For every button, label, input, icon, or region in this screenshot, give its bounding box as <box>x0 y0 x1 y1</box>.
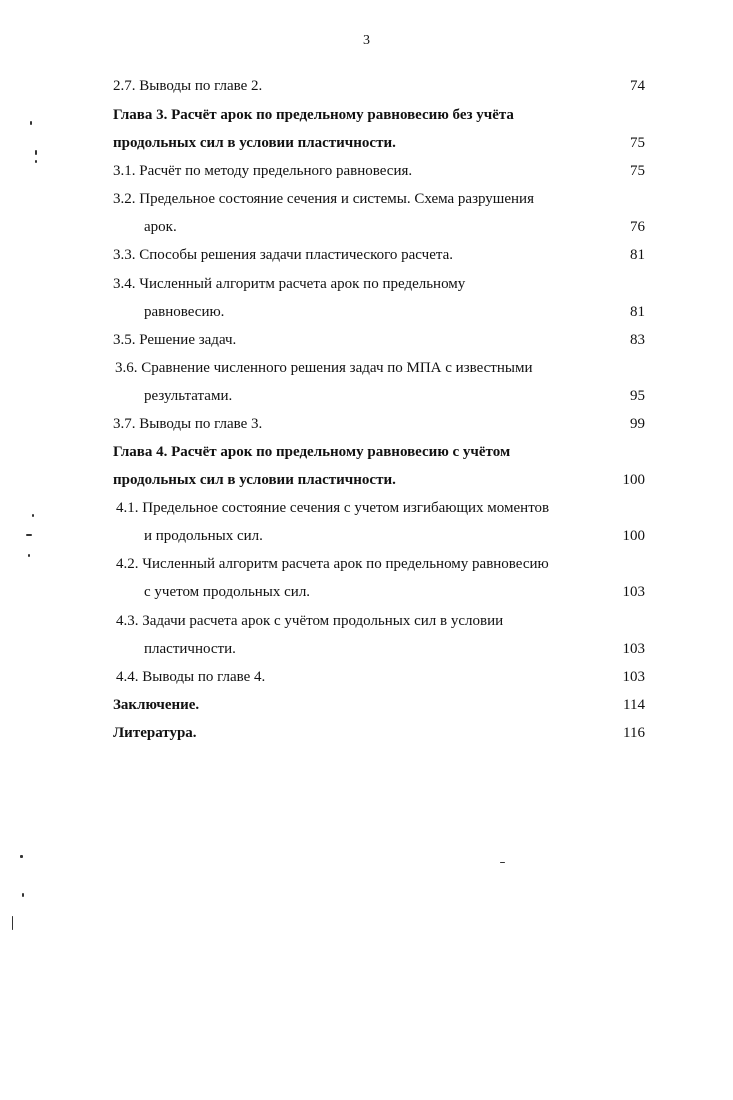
toc-chapter-3-line-1: Глава 3. Расчёт арок по предельному равновесию без учёта <box>113 107 514 123</box>
toc-entry-4-2-line-1: 4.2. Численный алгоритм расчета арок по предельному равновесию <box>116 556 549 572</box>
toc-entry-3-5-line-1: 3.5. Решение задач. <box>113 332 237 348</box>
toc-entry-3-2-line-2: арок. <box>144 219 177 235</box>
scan-speck <box>12 916 13 930</box>
scan-speck <box>32 514 34 517</box>
page-number: 3 <box>363 33 370 48</box>
toc-entry-3-6-line-2: результатами. <box>144 388 233 404</box>
scan-speck <box>20 855 23 858</box>
toc-conclusion-line-1: Заключение. <box>113 697 200 713</box>
toc-references-line-1: Литература. <box>113 725 197 741</box>
toc-entry-4-3-line-2: пластичности. <box>144 641 236 657</box>
toc-chapter-4-line-2: продольных сил в условии пластичности. <box>113 472 396 488</box>
toc-conclusion-page: 114 <box>623 697 645 713</box>
scan-speck <box>500 862 505 863</box>
toc-references-page: 116 <box>623 725 645 741</box>
toc-entry-4-1-line-2: и продольных сил. <box>144 528 263 544</box>
scan-speck <box>26 534 32 536</box>
toc-entry-3-4-line-1: 3.4. Численный алгоритм расчета арок по предельному <box>113 276 466 292</box>
toc-entry-4-4-page: 103 <box>622 669 645 685</box>
toc-entry-4-3-page: 103 <box>622 641 645 657</box>
toc-entry-3-3-page: 81 <box>630 247 645 263</box>
toc-entry-3-1-page: 75 <box>630 163 645 179</box>
scan-speck <box>22 893 24 897</box>
toc-chapter-4-line-1: Глава 4. Расчёт арок по предельному равновесию с учётом <box>113 444 511 460</box>
toc-entry-4-2-line-2: с учетом продольных сил. <box>144 584 311 600</box>
scan-speck <box>35 150 37 155</box>
toc-entry-3-6-line-1: 3.6. Сравнение численного решения задач по МПА с известными <box>115 360 533 376</box>
toc-entry-3-3-line-1: 3.3. Способы решения задачи пластического расчета. <box>113 247 453 263</box>
scan-speck <box>28 554 30 557</box>
toc-entry-3-1-line-1: 3.1. Расчёт по методу предельного равновесия. <box>113 163 413 179</box>
toc-entry-3-6-page: 95 <box>630 388 645 404</box>
scan-speck <box>30 121 32 125</box>
toc-entry-4-1-line-1: 4.1. Предельное состояние сечения с учетом изгибающих моментов <box>116 500 550 516</box>
toc-entry-3-4-page: 81 <box>630 304 645 320</box>
toc-entry-3-7-page: 99 <box>630 416 645 432</box>
toc-entry-3-2-page: 76 <box>630 219 645 235</box>
toc-entry-2-7-line-1: 2.7. Выводы по главе 2. <box>113 78 263 94</box>
toc-entry-3-7-line-1: 3.7. Выводы по главе 3. <box>113 416 263 432</box>
scan-speck <box>35 160 37 163</box>
toc-chapter-3-page: 75 <box>630 135 645 151</box>
toc-chapter-4-page: 100 <box>622 472 645 488</box>
toc-entry-4-1-page: 100 <box>622 528 645 544</box>
toc-entry-4-4-line-1: 4.4. Выводы по главе 4. <box>116 669 266 685</box>
toc-entry-2-7-page: 74 <box>630 78 645 94</box>
toc-chapter-3-line-2: продольных сил в условии пластичности. <box>113 135 396 151</box>
toc-entry-4-2-page: 103 <box>622 584 645 600</box>
toc-entry-3-2-line-1: 3.2. Предельное состояние сечения и системы. Схема разрушения <box>113 191 534 207</box>
toc-entry-3-4-line-2: равновесию. <box>144 304 225 320</box>
toc-entry-4-3-line-1: 4.3. Задачи расчета арок с учётом продольных сил в условии <box>116 613 504 629</box>
toc-entry-3-5-page: 83 <box>630 332 645 348</box>
